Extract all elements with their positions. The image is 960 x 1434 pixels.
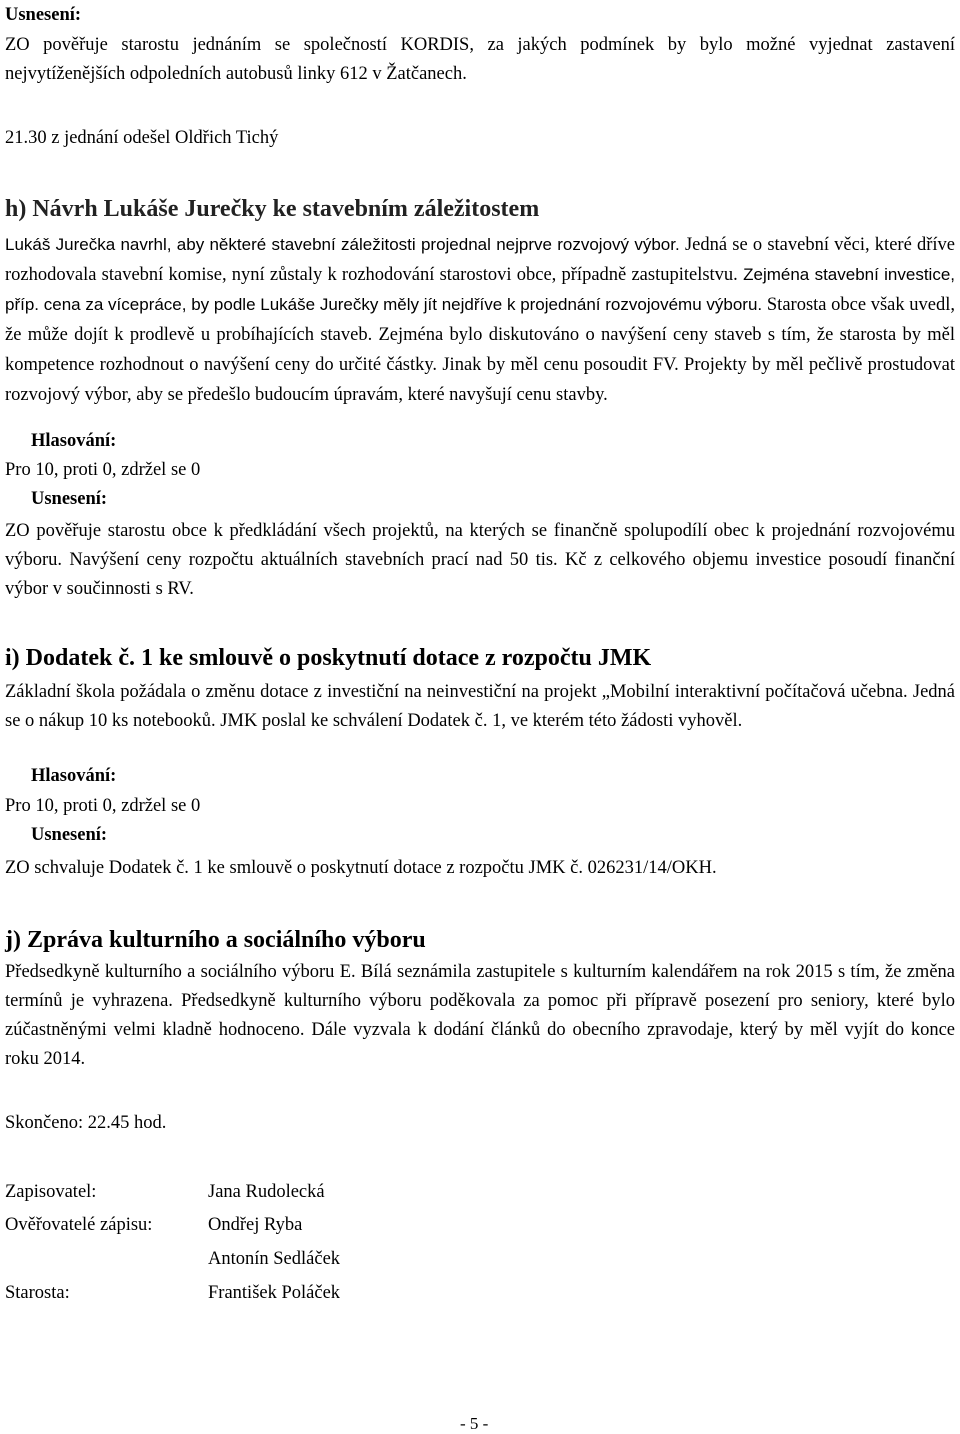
- section-i-vote-result: Pro 10, proti 0, zdržel se 0: [5, 796, 201, 816]
- section-h-para-1: Lukáš Jurečka navrhl, aby některé stavební záležitosti projednal nejprve rozvojový výbor.: [5, 235, 680, 254]
- departure-note: 21.30 z jednání odešel Oldřich Tichý: [5, 128, 279, 148]
- section-i-heading: i) Dodatek č. 1 ke smlouvě o poskytnutí dotace z rozpočtu JMK: [5, 645, 652, 671]
- section-i-resolution-text: ZO schvaluje Dodatek č. 1 ke smlouvě o poskytnutí dotace z rozpočtu JMK č. 026231/14/OKH.: [5, 858, 717, 878]
- signature-name-verifier-1: Ondřej Ryba: [208, 1215, 303, 1235]
- section-j-heading: j) Zpráva kulturního a sociálního výboru: [5, 927, 426, 953]
- signature-role-mayor: Starosta:: [5, 1283, 70, 1303]
- signature-name-recorder: Jana Rudolecká: [208, 1182, 325, 1202]
- section-j-paragraph: Předsedkyně kulturního a sociálního výboru E. Bílá seznámila zastupitele s kulturním kalendářem na rok 2015 s tím, že změna termínů je vyhrazena. Předsedkyně kulturního výboru poděkovala za pomoc při přípravě posezení pro seniory, které bylo zúčastněnými velmi kladně hodnoceno. Dále vyzvala k dodání článků do obecního zpravodaje, který by měl vyjít do konce roku 2014.: [5, 962, 955, 1069]
- section-h-para-3: Zejména stavební investice, příp. cena za vícepráce, by podle Lukáše Jurečky měly jít nejdříve k projednání rozvojovému výboru.: [5, 265, 956, 314]
- section-h-paragraph: [5, 230, 955, 410]
- section-h-vote-label: Hlasování:: [31, 431, 117, 451]
- ended-time: Skončeno: 22.45 hod.: [5, 1113, 167, 1133]
- section-i-paragraph: Základní škola požádala o změnu dotace z investiční na neinvestiční na projekt „Mobilní interaktivní počítačová učebna. Jedná se o nákup 10 ks notebooků. JMK poslal ke schválení Dodatek č. 1, ve kterém této žádosti vyhověl.: [5, 682, 955, 731]
- resolution-text: ZO pověřuje starostu jednáním se společností KORDIS, za jakých podmínek by bylo možné vyjednat zastavení nejvytíženějších odpoledních autobusů linky 612 v Žatčanech.: [5, 35, 955, 84]
- section-h-para-4: Starosta obce však uvedl, že může dojít k prodlevě u probíhajících staveb. Zejména bylo diskutováno o navýšení ceny staveb s tím, že starosta by měl kompetence rozhodnout o navýšení ceny do určité částky. Jinak by měl cenu posoudit FV. Projekty by měl pečlivě prostudovat rozvojový výbor, aby se předešlo budoucím úpravám, které navyšují cenu stavby.: [5, 295, 955, 405]
- section-h-heading: h) Návrh Lukáše Jurečky ke stavebním záležitostem: [5, 196, 540, 222]
- section-h-resolution-text: ZO pověřuje starostu obce k předkládání všech projektů, na kterých se finančně spolupodílí obec k projednání rozvojovému výboru. Navýšení ceny rozpočtu aktuálních stavebních prací nad 50 tis. Kč z celkového objemu investice posoudí finanční výbor v součinnosti s RV.: [5, 521, 955, 599]
- section-h-vote-result: Pro 10, proti 0, zdržel se 0: [5, 460, 201, 480]
- signature-role-verifiers: Ověřovatelé zápisu:: [5, 1215, 153, 1235]
- section-i-resolution-label: Usnesení:: [31, 825, 108, 845]
- section-i-vote-label: Hlasování:: [31, 766, 117, 786]
- signature-name-verifier-2: Antonín Sedláček: [208, 1249, 341, 1269]
- section-h-resolution-label: Usnesení:: [31, 489, 108, 509]
- page-number: - 5 -: [460, 1414, 489, 1433]
- signature-role-recorder: Zapisovatel:: [5, 1182, 97, 1202]
- section-h-para-2: Jedná se o stavební věci, které dříve rozhodovala stavební komise, nyní zůstaly k rozhodování starostovi obce, případně zastupitelstvu.: [5, 235, 955, 285]
- signature-name-mayor: František Poláček: [208, 1283, 341, 1303]
- resolution-label: Usnesení:: [5, 5, 82, 25]
